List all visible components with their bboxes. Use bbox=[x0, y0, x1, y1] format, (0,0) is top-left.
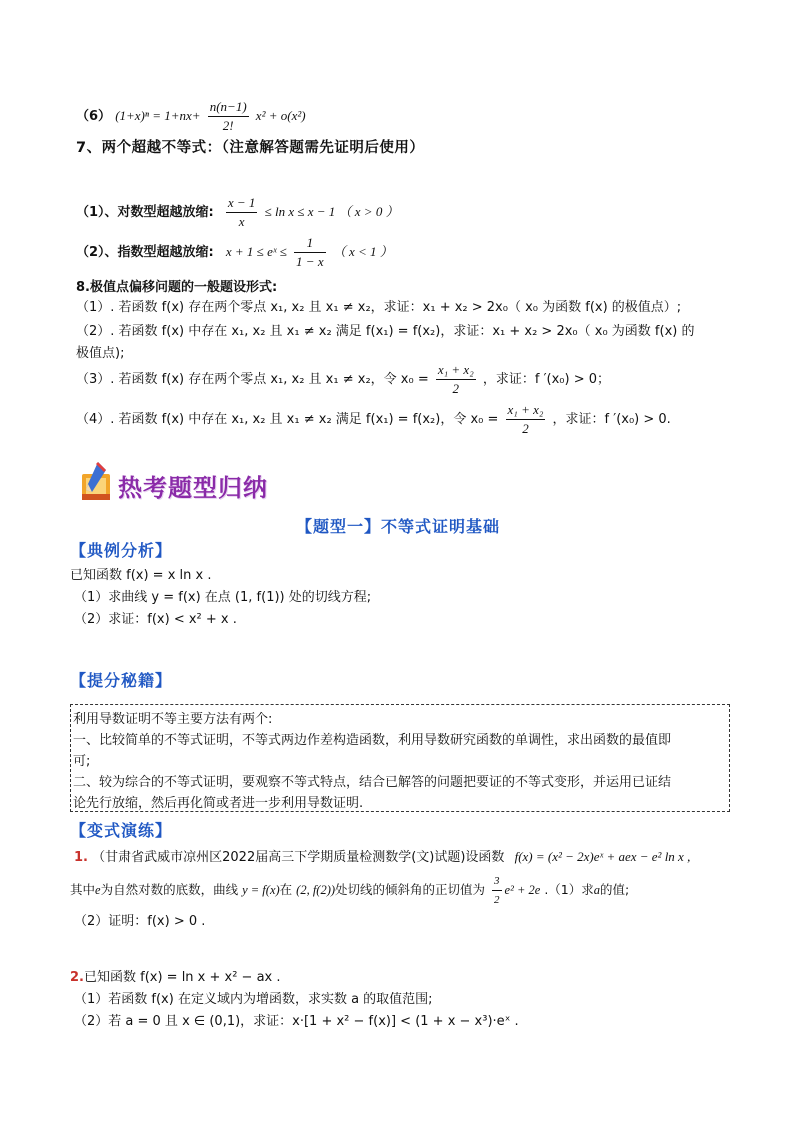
sec7-2-den: 1 − x bbox=[296, 254, 324, 269]
drill-1-source: （甘肃省武威市凉州区2022届高三下学期质量检测数学(文)试题)设函数 bbox=[92, 850, 505, 865]
drill-1-text-c: 在 bbox=[279, 882, 293, 897]
tips-line-3: 可; bbox=[73, 754, 91, 769]
tips-line-4: 二、较为综合的不等式证明，要观察不等式特点，结合已解答的问题把要证的不等式变形，并运用已证结 bbox=[73, 775, 672, 790]
drill-1-value: e² + 2e bbox=[504, 883, 541, 897]
drill-2-line-3: （2）若 a = 0 且 x ∈ (0,1)，求证：x·[1 + x² − f(x)] < (1 + x − x³)·eˣ . bbox=[74, 1014, 519, 1029]
drill-1-curve: y = f(x) bbox=[242, 883, 280, 897]
tips-heading: 【提分秘籍】 bbox=[70, 671, 173, 690]
sec8-4-fraction bbox=[506, 401, 546, 438]
drill-1-text-b: 为自然对数的底数，曲线 bbox=[100, 882, 239, 897]
sec7-2-num: 1 bbox=[294, 234, 326, 253]
type-1-title: 【题型一】不等式证明基础 bbox=[296, 517, 501, 536]
section-8-item-3 bbox=[76, 360, 610, 400]
sec8-3-num: x₁ + x₂ bbox=[436, 361, 476, 380]
drill-1-fraction bbox=[492, 872, 502, 909]
section-7-item-1 bbox=[76, 192, 399, 232]
sec8-4-num: x₁ + x₂ bbox=[506, 401, 546, 420]
sec8-3-tail: ，求证：f ′(x₀) > 0； bbox=[482, 372, 610, 387]
section-8-item-2b: 极值点); bbox=[76, 346, 125, 361]
drill-1-frac-den: 2 bbox=[494, 894, 500, 906]
sec8-4-tail: ，求证：f ′(x₀) > 0. bbox=[552, 412, 671, 427]
drill-1-e-symbol: e bbox=[95, 883, 101, 897]
drill-1-text-d: 处切线的倾斜角的正切值为 bbox=[335, 882, 486, 897]
section-8-item-4 bbox=[76, 400, 671, 440]
section-8-item-2a: （2）. 若函数 f(x) 中存在 x₁, x₂ 且 x₁ ≠ x₂ 满足 f(x₁) = f(x₂)，求证：x₁ + x₂ > 2x₀（ x₀ 为函数 f(x) 的 bbox=[76, 324, 695, 339]
drill-1-line-2 bbox=[70, 872, 629, 908]
section-8-item-1: （1）. 若函数 f(x) 存在两个零点 x₁, x₂ 且 x₁ ≠ x₂，求证：x₁ + x₂ > 2x₀（ x₀ 为函数 f(x) 的极值点）; bbox=[76, 300, 682, 315]
item6-num: n(n−1) bbox=[208, 98, 249, 117]
item6-lhs: (1+x)ⁿ = 1+nx+ bbox=[115, 108, 201, 123]
sec8-3-fraction bbox=[436, 361, 476, 398]
example-line-3: （2）求证：f(x) < x² + x . bbox=[74, 612, 237, 627]
books-pencil-icon bbox=[78, 460, 118, 504]
section-8-title: 8.极值点偏移问题的一般题设形式: bbox=[76, 280, 278, 295]
sec7-1-num: x − 1 bbox=[226, 194, 258, 213]
drill-2-number: 2. bbox=[70, 970, 84, 985]
section-7-title: 7、两个超越不等式：（注意解答题需先证明后使用） bbox=[76, 140, 425, 156]
drill-2-line-2: （1）若函数 f(x) 在定义域内为增函数，求实数 a 的取值范围; bbox=[74, 992, 433, 1007]
drill-1-frac-num: 3 bbox=[492, 872, 502, 891]
sec7-2-tail: （ x < 1 ） bbox=[332, 244, 393, 259]
drill-2-text: 已知函数 f(x) = ln x + x² − ax . bbox=[83, 970, 281, 985]
item6-label: （6） bbox=[76, 109, 112, 124]
drill-1-point: (2, f(2)) bbox=[296, 883, 336, 897]
item6-fraction bbox=[208, 98, 249, 135]
sec8-4-head: （4）. 若函数 f(x) 中存在 x₁, x₂ 且 x₁ ≠ x₂ 满足 f(x₁) = f(x₂)，令 x₀ = bbox=[76, 412, 499, 427]
item6-line bbox=[76, 96, 306, 136]
item6-den: 2! bbox=[222, 118, 234, 133]
drill-heading: 【变式演练】 bbox=[70, 821, 173, 840]
sec7-1-tail: ≤ ln x ≤ x − 1 （ x > 0 ） bbox=[264, 204, 399, 219]
section-7-item-2 bbox=[76, 232, 393, 272]
drill-1-text-e: .（1）求 bbox=[544, 882, 594, 897]
drill-1-formula: f(x) = (x² − 2x)eˣ + aex − e² ln x , bbox=[514, 849, 691, 864]
drill-1-number: 1. bbox=[74, 850, 88, 865]
sec7-1-label: （1）、对数型超越放缩: bbox=[76, 205, 214, 220]
drill-2-line-1 bbox=[70, 966, 281, 985]
drill-1-a-symbol: a bbox=[593, 883, 600, 897]
drill-1-text-end: 的值; bbox=[600, 882, 630, 897]
drill-1-text-a: 其中 bbox=[70, 882, 96, 897]
example-line-1: 已知函数 f(x) = x ln x . bbox=[70, 568, 212, 583]
example-analysis-heading: 【典例分析】 bbox=[70, 541, 173, 560]
tips-line-1: 利用导数证明不等主要方法有两个: bbox=[73, 712, 273, 727]
drill-1-line-3: （2）证明：f(x) > 0 . bbox=[74, 914, 206, 929]
sec7-1-fraction bbox=[226, 194, 258, 231]
sec8-3-den: 2 bbox=[452, 381, 460, 396]
sec8-4-den: 2 bbox=[522, 421, 529, 436]
sec7-2-label: （2）、指数型超越放缩: bbox=[76, 245, 214, 260]
tips-line-2: 一、比较简单的不等式证明，不等式两边作差构造函数，利用导数研究函数的单调性，求出函数的最值即 bbox=[73, 733, 672, 748]
tips-line-5: 论先行放缩，然后再化简或者进一步利用导数证明. bbox=[73, 796, 364, 811]
banner-title: 热考题型归纳 bbox=[118, 474, 268, 502]
sec7-2-fraction bbox=[294, 234, 326, 271]
example-line-2: （1）求曲线 y = f(x) 在点 (1, f(1)) 处的切线方程; bbox=[74, 590, 372, 605]
sec8-3-head: （3）. 若函数 f(x) 存在两个零点 x₁, x₂ 且 x₁ ≠ x₂，令 x₀ = bbox=[76, 372, 429, 387]
sec7-2-head: x + 1 ≤ eˣ ≤ bbox=[225, 244, 287, 259]
item6-tail: x² + o(x²) bbox=[255, 108, 306, 123]
drill-1-line-1 bbox=[74, 846, 690, 865]
sec7-1-den: x bbox=[238, 214, 245, 229]
